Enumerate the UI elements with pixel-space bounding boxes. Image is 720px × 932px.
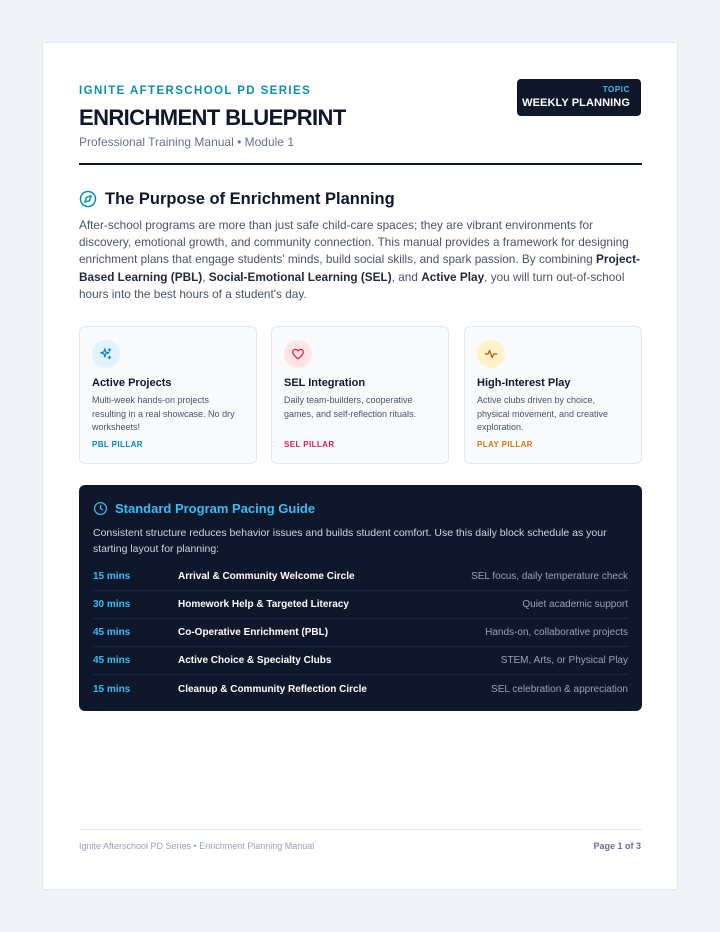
purpose-intro <box>79 217 642 303</box>
topic-badge <box>517 79 641 116</box>
intro-text-end: , you will turn out-of-school hours into the best hours of a student's day. <box>79 269 625 301</box>
intro-pbl-term: Project-Based Learning (PBL) <box>79 252 640 284</box>
clock-icon <box>93 501 108 516</box>
pillar-title: SEL Integration <box>284 377 366 389</box>
pillar-title: High-Interest Play <box>477 377 571 389</box>
schedule-activity: Homework Help & Targeted Literacy <box>178 599 349 610</box>
pillar-description: Active clubs driven by choice, physical movement, and creative exploration. <box>477 395 609 432</box>
schedule-duration: 15 mins <box>93 683 131 695</box>
schedule-row <box>93 563 628 591</box>
schedule-duration: 45 mins <box>93 627 131 638</box>
topic-label: TOPIC <box>602 85 630 94</box>
intro-sel-term: Social-Emotional Learning (SEL) <box>208 269 392 284</box>
pillar-description: Multi-week hands-on projects resulting in a real showcase. No dry worksheets! <box>92 395 235 432</box>
series-eyebrow: IGNITE AFTERSCHOOL PD SERIES <box>79 85 312 97</box>
heart-icon <box>291 347 305 361</box>
purpose-title: The Purpose of Enrichment Planning <box>105 189 395 208</box>
purpose-heading <box>79 188 395 210</box>
page-number: Page 1 of 3 <box>593 841 641 851</box>
schedule-row <box>93 675 628 703</box>
intro-separator: , <box>202 269 209 284</box>
pacing-guide-panel <box>79 485 642 711</box>
schedule-duration: 45 mins <box>93 655 131 666</box>
sparkles-icon <box>99 347 113 361</box>
schedule-note: SEL focus, daily temperature check <box>471 571 628 582</box>
schedule-note: Hands-on, collaborative projects <box>485 627 628 638</box>
footer-source: Ignite Afterschool PD Series • Enrichment Planning Manual <box>79 841 315 851</box>
pacing-schedule <box>93 563 628 703</box>
schedule-duration: 30 mins <box>93 599 131 610</box>
pillar-card-play <box>464 326 642 464</box>
intro-text-start: After-school programs are more than just safe child-care spaces; they are vibrant environments for discovery, emotional growth, and community connection. This manual provides a framework for designing enrichment plans that engage students' minds, build social skills, and spark passion. By combining <box>79 218 629 267</box>
footer-divider <box>79 829 642 830</box>
pillar-card-sel <box>271 326 449 464</box>
schedule-activity: Arrival & Community Welcome Circle <box>178 571 355 582</box>
header-divider <box>79 163 642 165</box>
compass-icon <box>79 190 97 208</box>
schedule-row <box>93 591 628 619</box>
topic-value: WEEKLY PLANNING <box>522 97 630 109</box>
intro-separator: , and <box>391 269 422 284</box>
schedule-activity: Active Choice & Specialty Clubs <box>178 655 332 666</box>
schedule-activity: Cleanup & Community Reflection Circle <box>178 683 367 695</box>
pillar-icon-circle <box>92 340 120 368</box>
intro-play-term: Active Play <box>421 269 485 284</box>
document-page <box>42 42 678 890</box>
pillar-icon-circle <box>477 340 505 368</box>
pillar-cards <box>79 326 642 464</box>
schedule-note: SEL celebration & appreciation <box>491 683 628 695</box>
schedule-row <box>93 619 628 647</box>
pacing-title: Standard Program Pacing Guide <box>115 500 316 516</box>
schedule-duration: 15 mins <box>93 571 131 582</box>
pillar-tag: PBL PILLAR <box>92 440 143 449</box>
activity-icon <box>484 347 498 361</box>
schedule-note: Quiet academic support <box>522 599 628 610</box>
pillar-card-pbl <box>79 326 257 464</box>
pillar-tag: SEL PILLAR <box>284 440 335 449</box>
schedule-activity: Co-Operative Enrichment (PBL) <box>178 627 329 638</box>
schedule-note: STEM, Arts, or Physical Play <box>500 655 628 666</box>
page-title: ENRICHMENT BLUEPRINT <box>79 105 346 130</box>
schedule-row <box>93 647 628 675</box>
pillar-title: Active Projects <box>92 377 172 389</box>
pacing-heading <box>93 499 315 517</box>
pillar-icon-circle <box>284 340 312 368</box>
page-subtitle: Professional Training Manual • Module 1 <box>79 135 294 149</box>
pillar-description: Daily team-builders, cooperative games, and self-reflection rituals. <box>284 395 417 419</box>
pacing-description: Consistent structure reduces behavior issues and builds student comfort. Use this daily block schedule as your starting layout for planning: <box>93 527 607 555</box>
pillar-tag: PLAY PILLAR <box>477 440 533 449</box>
